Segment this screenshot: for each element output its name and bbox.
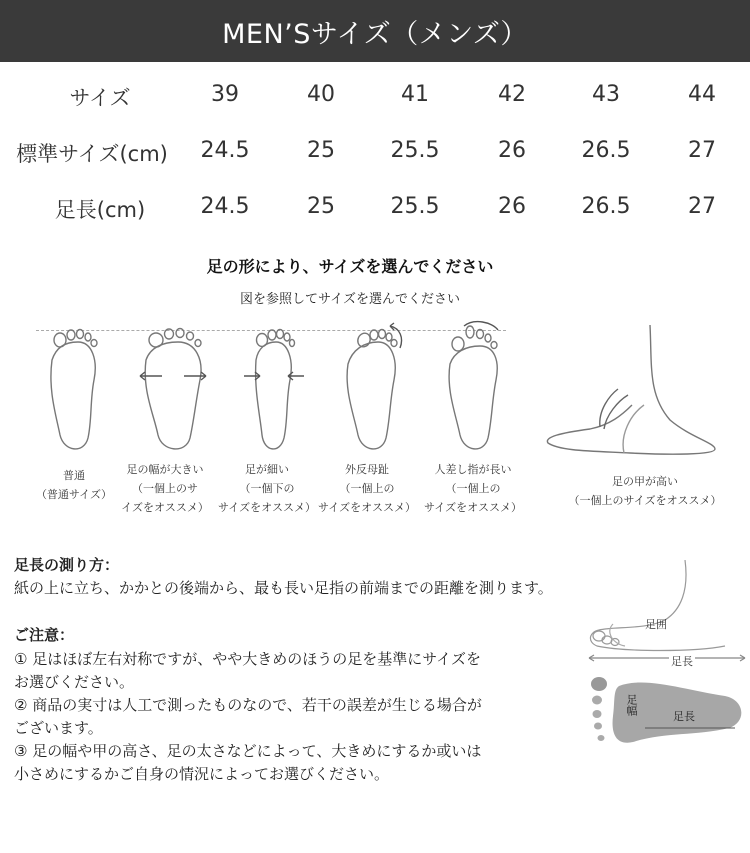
notes-title: ご注意： xyxy=(14,626,75,644)
size-cell: 26 xyxy=(498,138,526,163)
caption-line: 外反母趾 xyxy=(345,463,389,476)
foot-bunion-icon xyxy=(334,320,414,460)
length-label-2: 足長 xyxy=(673,710,695,723)
foot-high-instep-icon xyxy=(540,325,740,465)
caption-line: （一個下の xyxy=(239,482,295,495)
caption-line: 足が細い xyxy=(245,463,289,476)
size-cell: 44 xyxy=(688,82,716,107)
size-cell: 27 xyxy=(688,194,716,219)
size-row-label: 足長(cm) xyxy=(54,198,146,222)
note-line: 小さめにするかご自身の情況によってお選びください。 xyxy=(14,765,390,783)
caption-line: サイズをオススメ） xyxy=(217,501,316,514)
size-cell: 26 xyxy=(498,194,526,219)
caption-line: （一個上の xyxy=(339,482,395,495)
size-cell: 39 xyxy=(211,82,239,107)
size-cell: 25.5 xyxy=(390,194,440,219)
size-cell: 25 xyxy=(307,194,335,219)
caption-line: 人差し指が長い xyxy=(434,463,512,476)
caption-line: サイズをオススメ） xyxy=(317,501,416,514)
foot-narrow-icon xyxy=(234,320,314,460)
note-line: お選びください。 xyxy=(14,673,135,691)
caption-line: サイズをオススメ） xyxy=(423,501,522,514)
size-cell: 41 xyxy=(401,82,429,107)
size-row xyxy=(0,82,750,122)
caption-line: （普通サイズ） xyxy=(35,488,113,501)
size-cell: 27 xyxy=(688,138,716,163)
foot-measure-illustration xyxy=(585,560,750,670)
foot-caption xyxy=(110,460,220,517)
caption-line: 普通 xyxy=(63,469,85,482)
size-row-label: 標準サイズ(cm) xyxy=(16,142,168,166)
width-label: 足幅 xyxy=(625,694,638,716)
measure-text: 紙の上に立ち、かかとの後端から、最も長い足指の前端までの距離を測ります。 xyxy=(14,579,553,597)
size-cell: 26.5 xyxy=(581,194,631,219)
foot-caption xyxy=(312,460,422,517)
footprint-illustration xyxy=(585,672,750,752)
caption-line: 足の幅が大きい xyxy=(126,463,204,476)
size-cell: 26.5 xyxy=(581,138,631,163)
foot-normal-icon xyxy=(34,320,114,460)
note-line: ございます。 xyxy=(14,719,103,737)
size-cell: 25.5 xyxy=(390,138,440,163)
size-row-label: サイズ xyxy=(69,86,131,110)
size-cell: 42 xyxy=(498,82,526,107)
girth-label: 足囲 xyxy=(645,618,667,631)
size-row xyxy=(0,138,750,178)
caption-line: （一個上のサイズをオススメ） xyxy=(568,494,722,507)
foot-caption xyxy=(212,460,322,517)
size-cell: 24.5 xyxy=(200,138,250,163)
measure-title: 足長の測り方： xyxy=(14,556,120,574)
caption-line: イズをオススメ） xyxy=(121,501,209,514)
size-row xyxy=(0,194,750,234)
note-line: ③ 足の幅や甲の高さ、足の太さなどによって、大きめにするか或いは xyxy=(14,742,482,760)
page-title: MEN’Sサイズ（メンズ） xyxy=(222,18,528,50)
shape-section-title: 足の形により、サイズを選んでください xyxy=(206,257,494,276)
length-label: 足長 xyxy=(671,655,693,668)
size-cell: 25 xyxy=(307,138,335,163)
size-cell: 24.5 xyxy=(200,194,250,219)
foot-long-toe-icon xyxy=(434,320,514,460)
foot-caption xyxy=(418,460,528,517)
caption-line: （一個上の xyxy=(445,482,501,495)
shape-section-subtitle: 図を参照してサイズを選んでください xyxy=(240,292,460,307)
size-cell: 43 xyxy=(592,82,620,107)
foot-caption xyxy=(560,472,730,510)
foot-wide-icon xyxy=(134,320,214,460)
size-cell: 40 xyxy=(307,82,335,107)
page-header xyxy=(0,0,750,62)
note-line: ① 足はほぼ左右対称ですが、やや大きめのほうの足を基準にサイズを xyxy=(14,650,482,668)
note-line: ② 商品の実寸は人工で測ったものなので、若干の誤差が生じる場合が xyxy=(14,696,482,714)
caption-line: 足の甲が高い xyxy=(612,475,678,488)
caption-line: （一個上のサ xyxy=(132,482,198,495)
